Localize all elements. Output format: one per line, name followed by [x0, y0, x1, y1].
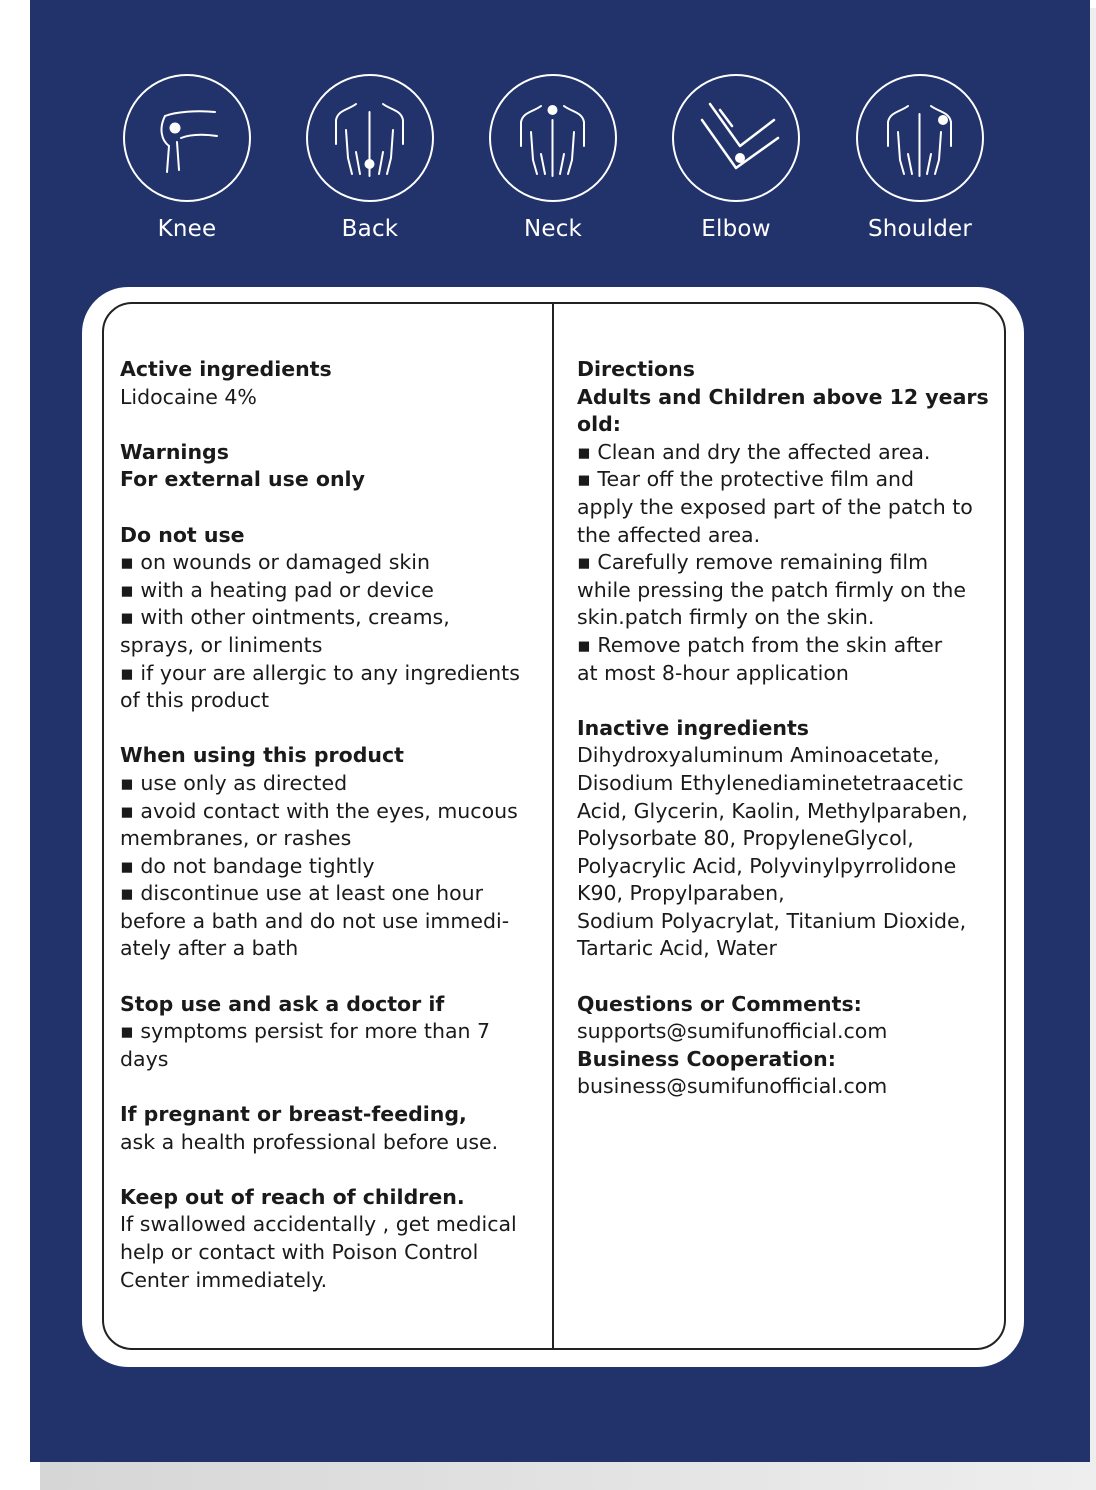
when-using-item: ▪ discontinue use at least one hour	[120, 881, 484, 906]
active-ingredients-value: Lidocaine 4%	[120, 384, 257, 409]
stop-use-item-cont: days	[120, 1046, 169, 1071]
icon-item-back	[290, 74, 450, 242]
inactive-ingredients-line: Disodium Ethylenediaminetetraacetic	[577, 770, 964, 795]
shoulder-icon	[856, 74, 984, 202]
icon-label-elbow: Elbow	[701, 216, 771, 242]
icon-label-back: Back	[341, 216, 399, 242]
when-using-item: ▪ avoid contact with the eyes, mucous	[120, 798, 518, 823]
inactive-ingredients-line: Polysorbate 80, PropyleneGlycol,	[577, 826, 914, 851]
do-not-use-heading: Do not use	[120, 522, 245, 547]
when-using-item-cont: ately after a bath	[120, 936, 299, 961]
inactive-ingredients-line: Acid, Glycerin, Kaolin, Methylparaben,	[577, 798, 968, 823]
inactive-ingredients-line: Polyacrylic Acid, Polyvinylpyrrolidone	[577, 853, 957, 878]
stop-use-item: ▪ symptoms persist for more than 7	[120, 1019, 491, 1044]
knee-icon	[123, 74, 251, 202]
directions-subheading: Adults and Children above 12 years	[577, 384, 989, 409]
inactive-ingredients-heading: Inactive ingredients	[577, 715, 809, 740]
stop-use-heading: Stop use and ask a doctor if	[120, 991, 445, 1016]
inactive-ingredients-line: K90, Propylparaben,	[577, 881, 785, 906]
do-not-use-item-cont: sprays, or liniments	[120, 632, 323, 657]
icon-label-neck: Neck	[523, 216, 583, 242]
inactive-ingredients-line: Tartaric Acid, Water	[577, 936, 777, 961]
directions-step: ▪ Clean and dry the affected area.	[577, 439, 931, 464]
warnings-heading: Warnings	[120, 439, 229, 464]
pregnant-heading: If pregnant or breast-feeding,	[120, 1102, 467, 1127]
right-column	[577, 356, 997, 1101]
support-email[interactable]: supports@sumifunofficial.com	[577, 1019, 888, 1044]
icon-item-neck	[473, 74, 633, 242]
icon-item-shoulder	[840, 74, 1000, 242]
icon-item-knee	[107, 74, 267, 242]
when-using-item-cont: before a bath and do not use immedi-	[120, 908, 510, 933]
warnings-subheading: For external use only	[120, 467, 365, 492]
directions-step: ▪ Carefully remove remaining film	[577, 550, 929, 575]
icon-item-elbow	[656, 74, 816, 242]
when-using-item: ▪ use only as directed	[120, 770, 348, 795]
directions-heading: Directions	[577, 357, 695, 381]
when-using-heading: When using this product	[120, 743, 404, 768]
children-heading: Keep out of reach of children.	[120, 1184, 465, 1209]
business-heading: Business Cooperation:	[577, 1046, 836, 1071]
do-not-use-item: ▪ with a heating pad or device	[120, 577, 434, 602]
directions-step-cont: at most 8-hour application	[577, 660, 849, 685]
questions-heading: Questions or Comments:	[577, 991, 862, 1016]
directions-step-cont: while pressing the patch firmly on the	[577, 577, 966, 602]
business-email[interactable]: business@sumifunofficial.com	[577, 1074, 888, 1099]
children-text: Center immediately.	[120, 1267, 328, 1292]
when-using-item: ▪ do not bandage tightly	[120, 853, 375, 878]
back-icon	[306, 74, 434, 202]
do-not-use-item: ▪ if your are allergic to any ingredients	[120, 660, 520, 685]
directions-step-cont: skin.patch firmly on the skin.	[577, 605, 875, 630]
do-not-use-item: ▪ on wounds or damaged skin	[120, 550, 430, 575]
inactive-ingredients-line: Dihydroxyaluminum Aminoacetate,	[577, 743, 940, 768]
directions-step-cont: apply the exposed part of the patch to	[577, 494, 973, 519]
column-divider	[552, 303, 554, 1349]
do-not-use-item-cont: of this product	[120, 688, 270, 713]
children-text: If swallowed accidentally , get medical	[120, 1212, 517, 1237]
directions-step-cont: the affected area.	[577, 522, 761, 547]
elbow-icon	[672, 74, 800, 202]
directions-step: ▪ Remove patch from the skin after	[577, 632, 943, 657]
pregnant-text: ask a health professional before use.	[120, 1129, 499, 1154]
icon-label-knee: Knee	[157, 216, 217, 242]
neck-icon	[489, 74, 617, 202]
do-not-use-item: ▪ with other ointments, creams,	[120, 605, 450, 630]
when-using-item-cont: membranes, or rashes	[120, 826, 352, 851]
icon-label-shoulder: Shoulder	[867, 216, 973, 242]
inactive-ingredients-line: Sodium Polyacrylat, Titanium Dioxide,	[577, 908, 967, 933]
active-ingredients-heading: Active ingredients	[120, 357, 332, 381]
left-column	[120, 356, 550, 1294]
children-text: help or contact with Poison Control	[120, 1240, 479, 1264]
directions-step: ▪ Tear off the protective film and	[577, 467, 915, 492]
directions-subheading-cont: old:	[577, 412, 621, 437]
